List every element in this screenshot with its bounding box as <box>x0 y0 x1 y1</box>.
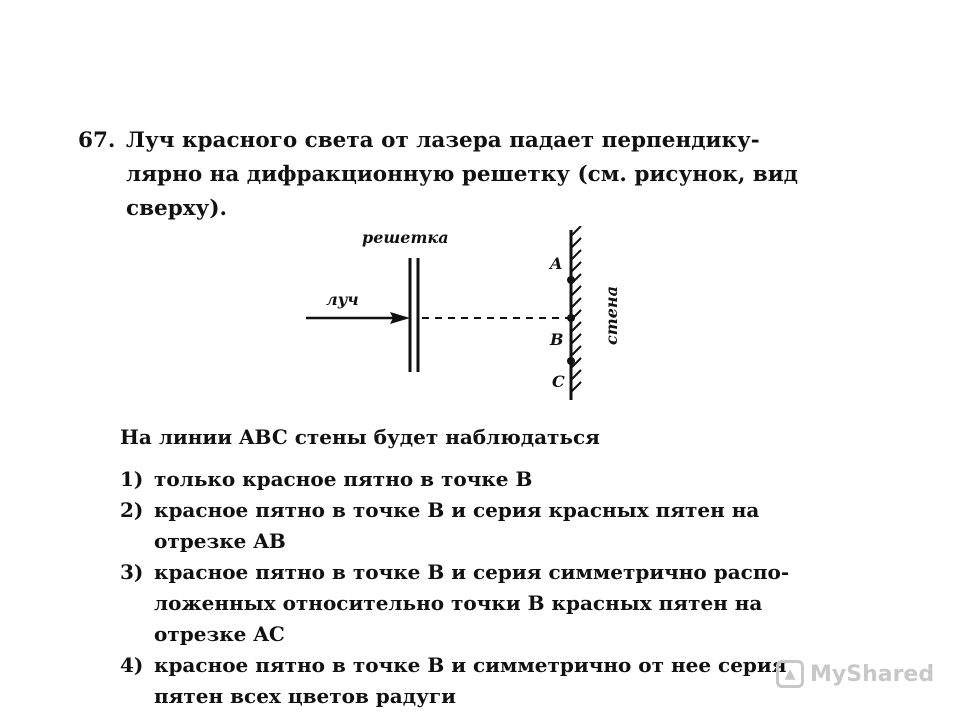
problem-statement <box>78 124 848 226</box>
figure-drawing <box>300 226 630 406</box>
point-b-label: B <box>550 330 564 349</box>
answer-options <box>120 464 836 712</box>
watermark-text: MyShared <box>810 661 935 687</box>
ray-arrowhead <box>390 312 410 324</box>
question-text: На линии ABC стены будет наблюдаться <box>120 425 600 449</box>
answer-option-2[interactable]: 2) красное пятно в точке B и серия красных пятен на отрезке AB <box>120 498 760 553</box>
problem-number: 67. <box>78 128 116 153</box>
point-c-dot <box>567 357 575 365</box>
point-b-dot <box>567 314 575 322</box>
point-a-label: A <box>550 254 563 273</box>
point-c-label: C <box>552 372 565 391</box>
watermark <box>776 660 934 688</box>
answer-option-4[interactable]: 4) красное пятно в точке B и симметрично от нее серия пятен всех цветов радуги <box>120 653 787 708</box>
diffraction-figure <box>300 226 630 406</box>
problem-line-2: лярно на дифракционную решетку (см. рисунок, вид <box>126 162 799 187</box>
share-icon: ▲ <box>776 660 804 688</box>
answer-option-3[interactable]: 3) красное пятно в точке B и серия симметрично распо- ложенных относительно точки B красных пятен на отрезке AC <box>120 560 790 646</box>
problem-line-1: 67. Луч красного света от лазера падает перпендику- <box>78 124 848 158</box>
ray-label: луч <box>326 290 359 309</box>
point-a-dot <box>567 276 575 284</box>
grating-label: решетка <box>362 228 449 247</box>
wall-label: стена <box>601 286 621 345</box>
answer-option-1[interactable]: 1) только красное пятно в точке B <box>120 467 533 491</box>
problem-line-3: сверху). <box>126 196 227 221</box>
